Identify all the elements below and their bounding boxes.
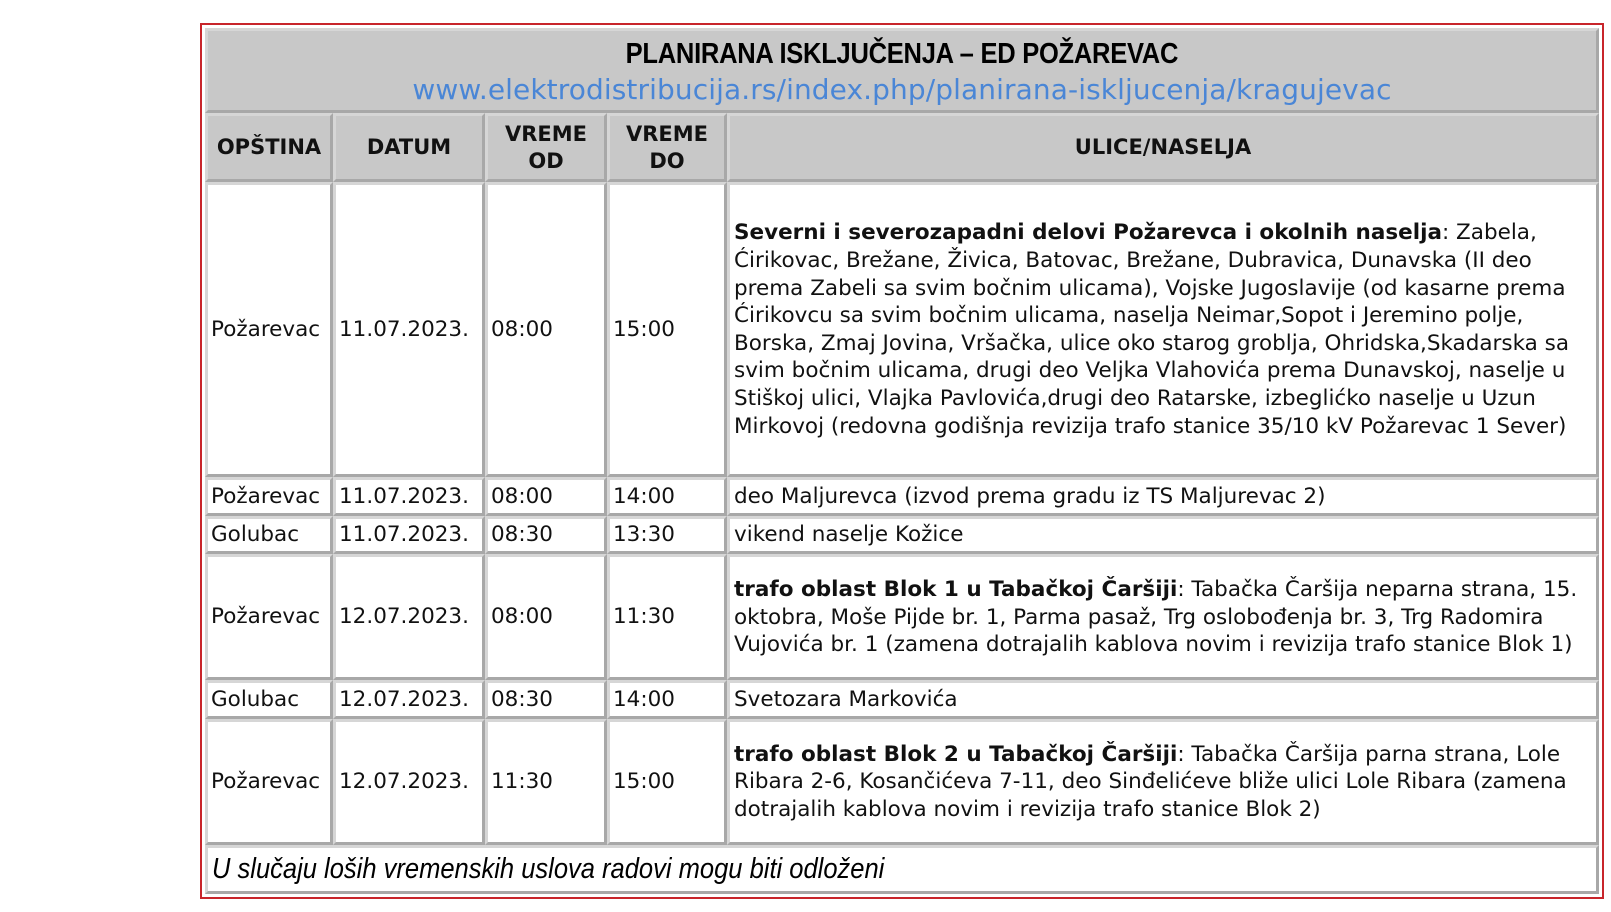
cell-vreme-do: 14:00	[607, 680, 727, 719]
column-header-vreme-do: VREME DO	[607, 113, 727, 182]
table-row	[205, 554, 1599, 680]
cell-datum: 12.07.2023.	[333, 680, 485, 719]
area-description: deo Maljurevca (izvod prema gradu iz TS Maljurevac 2)	[734, 483, 1326, 509]
column-header-row	[205, 113, 1599, 182]
cell-ulice-naselja	[727, 680, 1599, 719]
area-description: vikend naselje Kožice	[734, 522, 964, 548]
table-row	[205, 477, 1599, 516]
cell-vreme-do: 14:00	[607, 477, 727, 516]
cell-datum: 11.07.2023.	[333, 182, 485, 477]
cell-datum: 11.07.2023.	[333, 477, 485, 516]
cell-vreme-od: 08:30	[485, 680, 607, 719]
area-description: : Tabačka Čaršija neparna strana, 15. oktobra, Moše Pijde br. 1, Parma pasaž, Trg oslobođenja br. 3, Trg Radomira Vujovića br. 1 (zamena dotrajalih kablova novim i revizija trafo stanice Blok 1)	[734, 577, 1578, 658]
cell-ulice-naselja	[727, 477, 1599, 516]
area-description: : Tabačka Čaršija parna strana, Lole Ribara 2-6, Kosančićeva 7-11, deo Sinđelićeve bliže ulici Lole Ribara (zamena dotrajalih kablova novim i revizija trafo stanice Blok 2)	[734, 741, 1567, 822]
cell-vreme-do: 15:00	[607, 719, 727, 845]
cell-opstina: Požarevac	[205, 182, 333, 477]
cell-opstina: Požarevac	[205, 719, 333, 845]
cell-opstina: Požarevac	[205, 554, 333, 680]
footer-note-cell	[205, 845, 1599, 894]
area-heading: trafo oblast Blok 1 u Tabačkoj Čaršiji	[734, 577, 1178, 603]
area-description: : Zabela, Ćirikovac, Brežane, Živica, Batovac, Brežane, Dubravica, Dunavska (II deo prema Zabeli sa svim bočnim ulicama), Vojske Jugoslavije (od kasarne prema Ćirikovcu sa svim bočnim ulicama, naselja Neimar,Sopot i Jeremino polje, Borska, Zmaj Jovina, Vršačka, ulice oko starog groblja, Ohridska,Skadarska sa svim bočnim ulicama, drugi deo Veljka Vlahovića prema Dunavskoj, naselje u Stiškoj ulici, Vlajka Pavlovića,drugi deo Ratarske, izbeglićko naselje u Uzun Mirkovoj (redovna godišnja revizija trafo stanice 35/10 kV Požarevac 1 Sever)	[734, 220, 1570, 439]
cell-datum: 12.07.2023.	[333, 554, 485, 680]
table-row	[205, 182, 1599, 477]
column-header-datum: DATUM	[333, 113, 485, 182]
outages-panel	[200, 23, 1604, 899]
column-header-vreme-od: VREME OD	[485, 113, 607, 182]
cell-vreme-do: 11:30	[607, 554, 727, 680]
cell-vreme-do: 13:30	[607, 516, 727, 555]
area-heading: trafo oblast Blok 2 u Tabačkoj Čaršiji	[734, 741, 1178, 767]
cell-vreme-od: 08:30	[485, 516, 607, 555]
column-header-ulice: ULICE/NASELJA	[727, 113, 1599, 182]
cell-vreme-od: 11:30	[485, 719, 607, 845]
page-title: PLANIRANA ISKLJUČENJA – ED POŽAREVAC	[625, 37, 1179, 70]
footer-row	[205, 845, 1599, 894]
cell-datum: 12.07.2023.	[333, 719, 485, 845]
title-cell	[205, 28, 1599, 113]
cell-ulice-naselja	[727, 516, 1599, 555]
outages-table	[205, 28, 1599, 894]
cell-vreme-od: 08:00	[485, 182, 607, 477]
cell-opstina: Golubac	[205, 680, 333, 719]
title-row	[205, 28, 1599, 113]
cell-vreme-od: 08:00	[485, 477, 607, 516]
cell-vreme-do: 15:00	[607, 182, 727, 477]
cell-ulice-naselja	[727, 719, 1599, 845]
source-link[interactable]: www.elektrodistribucija.rs/index.php/planirana-iskljucenja/kragujevac	[412, 72, 1392, 106]
cell-vreme-od: 08:00	[485, 554, 607, 680]
cell-ulice-naselja	[727, 182, 1599, 477]
cell-datum: 11.07.2023.	[333, 516, 485, 555]
cell-opstina: Požarevac	[205, 477, 333, 516]
area-description: Svetozara Markovića	[734, 686, 958, 712]
cell-ulice-naselja	[727, 554, 1599, 680]
table-row	[205, 516, 1599, 555]
area-heading: Severni i severozapadni delovi Požarevca i okolnih naselja	[734, 220, 1442, 246]
footer-note: U slučaju loših vremenskih uslova radovi mogu biti odloženi	[212, 853, 885, 886]
cell-opstina: Golubac	[205, 516, 333, 555]
table-row	[205, 680, 1599, 719]
column-header-opstina: OPŠTINA	[205, 113, 333, 182]
table-row	[205, 719, 1599, 845]
